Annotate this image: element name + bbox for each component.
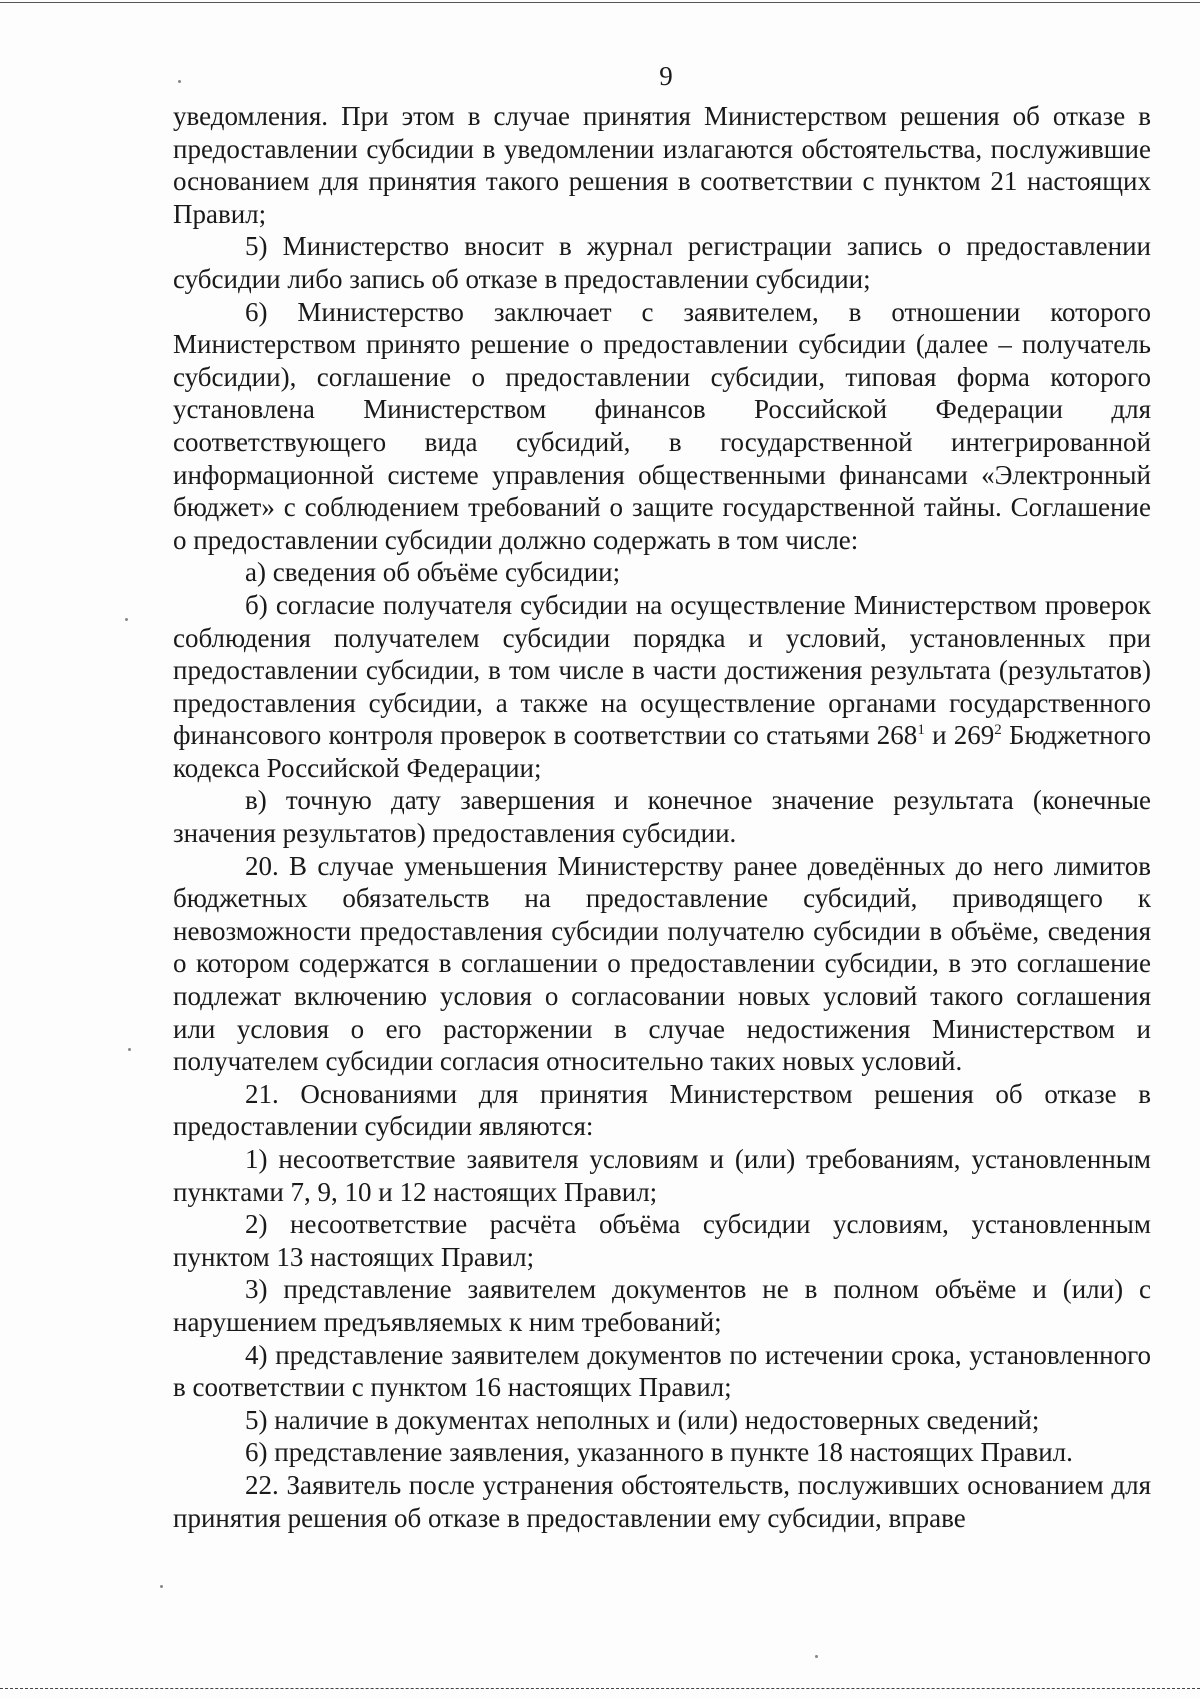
superscript: 2 [994,722,1002,739]
paragraph [173,1143,1151,1208]
superscript: 1 [917,722,925,739]
paragraph [173,589,1151,785]
paragraph [173,556,1151,589]
scan-speck [128,1048,131,1051]
paragraph-text: 4) представление заявителем документов по истечении срока, установленного в соответствии с пунктом 16 настоящих Правил; [173,1339,1151,1403]
paragraph-text: 20. В случае уменьшения Министерству ранее доведённых до него лимитов бюджетных обязательств на предоставление субсидий, приводящего к невозможности предоставления субсидии получателю субсидии в объёме, сведения о котором содержатся в соглашении о предоставлении субсидии, в это соглашение подлежат включению условия о согласовании новых условий такого соглашения или условия о его расторжении в случае недостижения Министерством и получателем субсидии согласия относительно таких новых условий. [173,850,1151,1077]
paragraph-text: 21. Основаниями для принятия Министерством решения об отказе в предоставлении субсидии являются: [173,1078,1151,1142]
paragraph-text: 6) представление заявления, указанного в пункте 18 настоящих Правил. [245,1437,1073,1468]
paragraph [173,230,1151,295]
top-page-edge [0,2,1200,3]
paragraph [173,850,1151,1078]
paragraph-text: 5) наличие в документах неполных и (или) недостоверных сведений; [245,1404,1040,1435]
bottom-page-edge [0,1688,1200,1689]
paragraph-text: в) точную дату завершения и конечное значение результата (конечные значения результатов) предоставления субсидии. [173,785,1151,849]
paragraph-text: Бюджетного кодекса Российской Федерации; [173,720,1151,783]
paragraph-text: уведомления. При этом в случае принятия Министерством решения об отказе в предоставлении субсидии в уведомлении излагаются обстоятельства, послужившие основанием для принятия такого решения в соответствии с пунктом 21 настоящих Правил; [173,101,1151,229]
paragraph [173,1078,1151,1143]
scan-speck [125,618,128,621]
scan-speck [160,1585,163,1588]
paragraph [173,1273,1151,1338]
scan-speck [815,1655,818,1658]
page-number: 9 [659,61,673,91]
document-body [173,100,1151,1534]
paragraph [173,296,1151,557]
paragraph [173,1208,1151,1273]
scan-speck [178,80,181,83]
paragraph-text: и 269 [924,720,995,751]
paragraph-text: б) согласие получателя субсидии на осуществление Министерством проверок соблюдения получателем субсидии порядка и условий, установленных при предоставлении субсидии, в том числе в части достижения результата (результатов) предоставления субсидии, а также на осуществление органами государственного финансового контроля проверок в соответствии со статьями 268 [173,589,1151,751]
paragraph [173,1339,1151,1404]
paragraph-text: 3) представление заявителем документов не в полном объёме и (или) с нарушением предъявляемых к ним требований; [173,1274,1151,1337]
paragraph-text: 5) Министерство вносит в журнал регистрации запись о предоставлении субсидии либо запись об отказе в предоставлении субсидии; [173,231,1151,294]
paragraph-text: 22. Заявитель после устранения обстоятельств, послуживших основанием для принятия решения об отказе в предоставлении ему субсидии, вправе [173,1469,1151,1533]
paragraph-text: 6) Министерство заключает с заявителем, в отношении которого Министерством принято решение о предоставлении субсидии (далее – получатель субсидии), соглашение о предоставлении субсидии, типовая форма которого установлена Министерством финансов Российской Федерации для соответствующего вида субсидий, в государственной интегрированной информационной системе управления общественными финансами «Электронный бюджет» с соблюдением требований о защите государственной тайны. Соглашение о предоставлении субсидии должно содержать в том числе: [173,296,1151,555]
paragraph [173,784,1151,849]
paragraph-text: 1) несоответствие заявителя условиям и (или) требованиям, установленным пунктами 7, 9, 10 и 12 настоящих Правил; [173,1144,1151,1207]
paragraph [173,1436,1151,1469]
paragraph [173,1469,1151,1534]
paragraph-text: а) сведения об объёме субсидии; [245,557,621,588]
paragraph [173,100,1151,230]
paragraph-text: 2) несоответствие расчёта объёма субсидии условиям, установленным пунктом 13 настоящих Правил; [173,1209,1151,1272]
paragraph [173,1404,1151,1437]
